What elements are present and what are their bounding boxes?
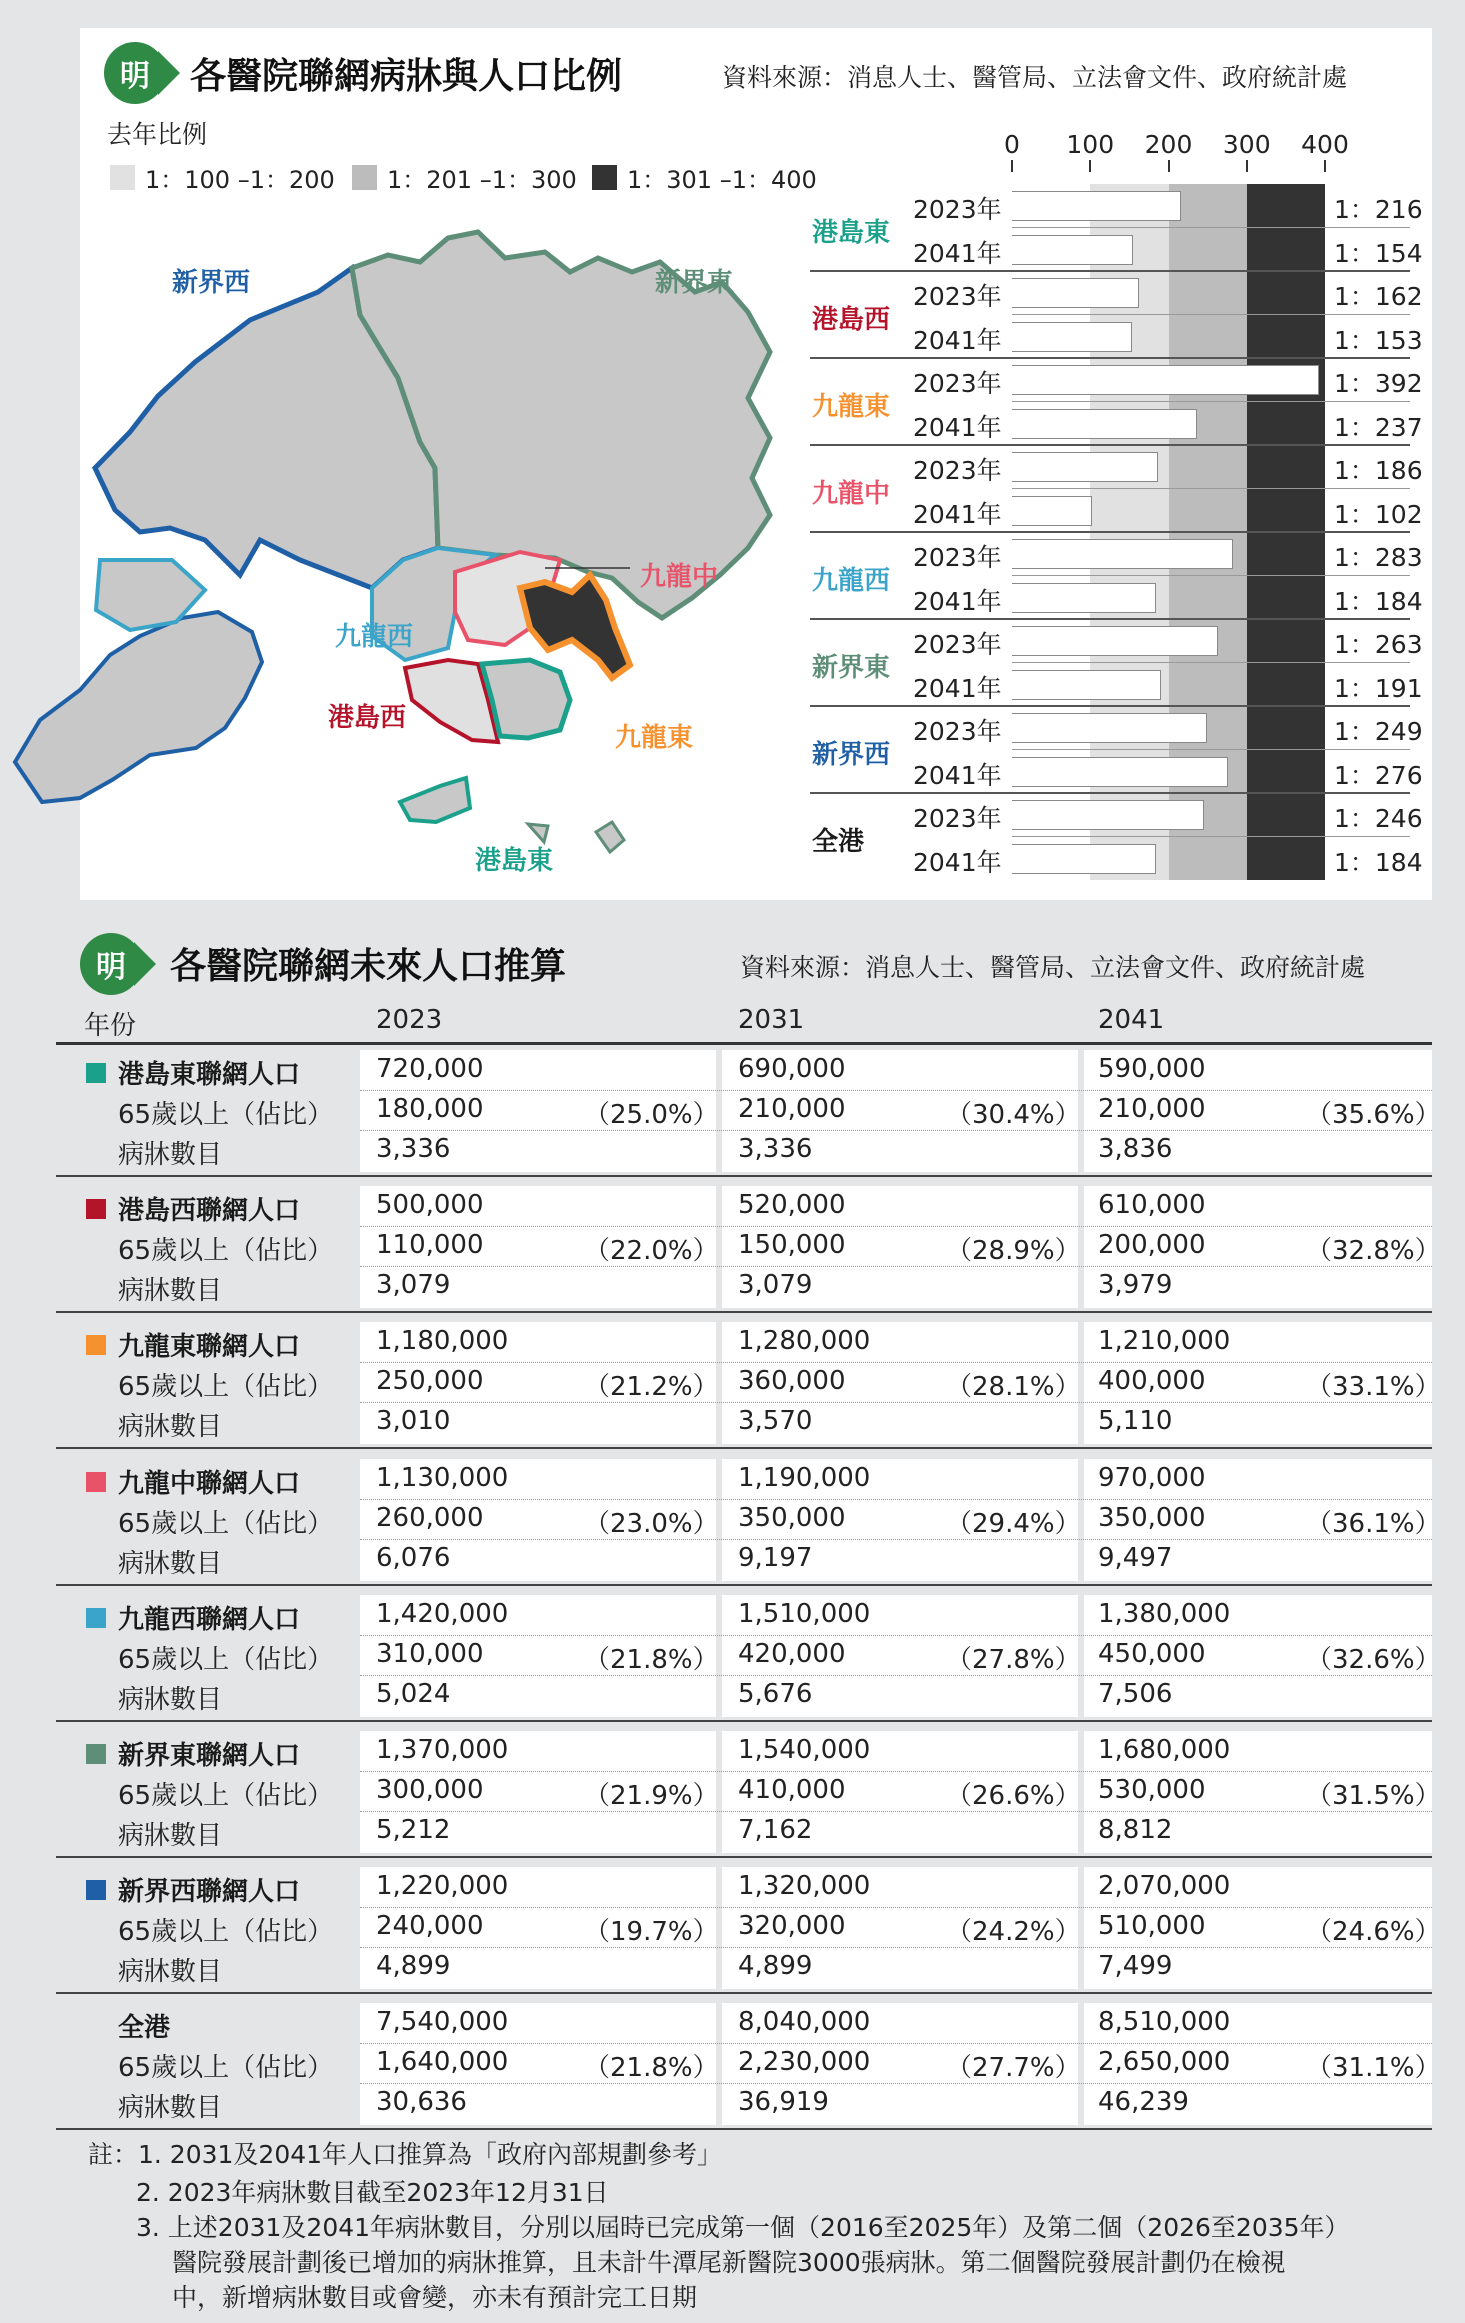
- row-divider: [360, 1090, 1432, 1091]
- year-label: 2023年: [913, 717, 1002, 746]
- row-divider: [360, 1266, 1432, 1267]
- elderly-percent: （24.6%）: [1306, 1917, 1441, 1948]
- row-label-elderly: 65歲以上（佔比）: [118, 1917, 334, 1948]
- beds-value: 5,212: [376, 1815, 451, 1845]
- population-value: 7,540,000: [376, 2007, 509, 2038]
- ratio-label: 1：154: [1334, 238, 1423, 268]
- logo-text: 明: [120, 59, 150, 94]
- population-value: 1,280,000: [738, 1326, 871, 1357]
- row-label-elderly: 65歲以上（佔比）: [118, 1781, 334, 1811]
- elderly-percent: （23.0%）: [584, 1508, 719, 1539]
- x-tick-label: 0: [1004, 130, 1020, 159]
- elderly-value: 360,000: [738, 1366, 846, 1397]
- population-value: 720,000: [376, 1054, 484, 1084]
- elderly-percent: （28.9%）: [946, 1236, 1081, 1267]
- population-value: 520,000: [738, 1190, 846, 1221]
- year-label: 2041年: [913, 847, 1002, 877]
- cluster-name: 港島東聯網人口: [118, 1060, 301, 1090]
- cluster-divider: [810, 618, 1410, 620]
- row-divider: [1012, 575, 1410, 576]
- year-label: 2041年: [913, 760, 1002, 790]
- elderly-percent: （21.9%）: [584, 1781, 719, 1811]
- year-label: 2041年: [913, 238, 1002, 268]
- ratio-label: 1：276: [1334, 760, 1423, 790]
- beds-value: 3,010: [376, 1406, 451, 1437]
- elderly-value: 2,230,000: [738, 2047, 871, 2078]
- chart-title: 各醫院聯網病牀與人口比例: [190, 56, 623, 97]
- cluster-swatch: [86, 1472, 106, 1492]
- population-value: 1,510,000: [738, 1598, 871, 1629]
- ratio-bar: [1012, 539, 1233, 569]
- elderly-percent: （21.8%）: [584, 2053, 719, 2084]
- elderly-percent: （31.1%）: [1306, 2053, 1441, 2084]
- x-tick-mark: [1324, 160, 1326, 172]
- population-value: 690,000: [738, 1054, 846, 1084]
- ratio-label: 1：237: [1334, 412, 1423, 442]
- elderly-value: 310,000: [376, 1638, 484, 1669]
- cluster-divider: [810, 444, 1410, 446]
- legend-label: 1：100 –1：200: [145, 165, 335, 194]
- ratio-label: 1：263: [1334, 630, 1423, 659]
- note-3c: 中，新增病牀數目或會變，亦未有預計完工日期: [172, 2283, 698, 2312]
- row-divider: [360, 1539, 1432, 1540]
- hong-kong-map: [0, 0, 810, 900]
- block-divider: [56, 1311, 1432, 1313]
- ratio-label: 1：283: [1334, 543, 1423, 572]
- row-label-beds: 病牀數目: [118, 1821, 223, 1851]
- year-label: 2023年: [913, 543, 1002, 572]
- beds-value: 36,919: [738, 2087, 829, 2118]
- elderly-percent: （19.7%）: [584, 1917, 719, 1948]
- cluster-label: 九龍西: [812, 565, 891, 596]
- population-value: 1,210,000: [1098, 1326, 1231, 1357]
- ratio-bar: [1012, 757, 1228, 787]
- cluster-divider: [810, 270, 1410, 272]
- block-divider: [56, 1584, 1432, 1586]
- ratio-bar: [1012, 409, 1197, 439]
- elderly-percent: （26.6%）: [946, 1781, 1081, 1811]
- cluster-name: 九龍中聯網人口: [118, 1468, 301, 1499]
- beds-value: 5,676: [738, 1678, 813, 1709]
- cluster-label: 九龍東: [812, 391, 891, 422]
- elderly-value: 200,000: [1098, 1230, 1206, 1261]
- elderly-value: 110,000: [376, 1230, 484, 1261]
- elderly-percent: （36.1%）: [1306, 1508, 1441, 1539]
- beds-value: 46,239: [1098, 2087, 1189, 2118]
- cluster-swatch: [86, 1880, 106, 1900]
- header-2041: 2041: [1098, 1005, 1165, 1035]
- map-region-hke-south: [400, 778, 470, 822]
- cluster-swatch: [86, 1063, 106, 1083]
- header-rule: [56, 1042, 1432, 1045]
- mingpao-logo: [80, 933, 142, 995]
- elderly-percent: （21.8%）: [584, 1644, 719, 1675]
- population-value: 970,000: [1098, 1462, 1206, 1493]
- block-divider: [56, 1992, 1432, 1994]
- row-divider: [1012, 662, 1410, 663]
- ratio-bar: [1012, 191, 1181, 221]
- population-value: 8,040,000: [738, 2007, 871, 2038]
- block-divider: [56, 1447, 1432, 1449]
- row-divider: [1012, 314, 1410, 315]
- elderly-percent: （29.4%）: [946, 1508, 1081, 1539]
- ratio-bar: [1012, 452, 1158, 482]
- x-tick-mark: [1011, 160, 1013, 172]
- year-label: 2041年: [913, 586, 1002, 616]
- elderly-value: 210,000: [738, 1094, 846, 1124]
- beds-value: 9,197: [738, 1542, 813, 1573]
- year-label: 2023年: [913, 804, 1002, 833]
- beds-value: 3,979: [1098, 1270, 1173, 1301]
- year-label: 2041年: [913, 499, 1002, 529]
- cluster-label: 全港: [812, 826, 865, 857]
- beds-value: 5,110: [1098, 1406, 1173, 1437]
- elderly-value: 510,000: [1098, 1911, 1206, 1942]
- year-label: 2023年: [913, 195, 1002, 224]
- row-label-elderly: 65歲以上（佔比）: [118, 1236, 334, 1267]
- cluster-divider: [810, 792, 1410, 794]
- year-label: 2041年: [913, 673, 1002, 703]
- year-label: 2023年: [913, 282, 1002, 311]
- cluster-divider: [810, 357, 1410, 359]
- header-2023: 2023: [376, 1005, 443, 1035]
- x-tick-mark: [1089, 160, 1091, 172]
- row-label-beds: 病牀數目: [118, 1140, 223, 1170]
- population-value: 1,130,000: [376, 1462, 509, 1493]
- elderly-percent: （24.2%）: [946, 1917, 1081, 1948]
- ratio-bar: [1012, 583, 1156, 613]
- block-divider: [56, 2128, 1432, 2130]
- row-divider: [360, 1130, 1432, 1131]
- row-divider: [360, 1402, 1432, 1403]
- cluster-swatch: [86, 1199, 106, 1219]
- year-label: 2023年: [913, 630, 1002, 659]
- year-label: 2041年: [913, 325, 1002, 355]
- beds-value: 4,899: [738, 1951, 813, 1982]
- map-label-hke: 港島東: [475, 846, 554, 876]
- population-value: 1,220,000: [376, 1871, 509, 1902]
- row-label-elderly: 65歲以上（佔比）: [118, 1644, 334, 1675]
- row-divider: [1012, 488, 1410, 489]
- map-label-kc: 九龍中: [640, 562, 719, 592]
- beds-value: 6,076: [376, 1542, 451, 1573]
- ratio-bar: [1012, 278, 1139, 308]
- elderly-value: 260,000: [376, 1502, 484, 1533]
- cluster-label: 港島西: [812, 304, 891, 335]
- legend-title: 去年比例: [107, 120, 208, 149]
- row-divider: [360, 2083, 1432, 2084]
- elderly-percent: （28.1%）: [946, 1372, 1081, 1403]
- row-label-beds: 病牀數目: [118, 1412, 223, 1443]
- beds-value: 7,499: [1098, 1951, 1173, 1982]
- row-divider: [360, 1362, 1432, 1363]
- population-value: 1,380,000: [1098, 1598, 1231, 1629]
- ratio-label: 1：102: [1334, 499, 1423, 529]
- ratio-label: 1：249: [1334, 717, 1423, 746]
- cluster-name: 九龍東聯網人口: [118, 1332, 301, 1363]
- row-divider: [360, 1499, 1432, 1500]
- elderly-value: 1,640,000: [376, 2047, 509, 2078]
- block-divider: [56, 1175, 1432, 1177]
- beds-value: 30,636: [376, 2087, 467, 2118]
- map-label-hkw: 港島西: [328, 703, 407, 733]
- beds-value: 7,162: [738, 1815, 813, 1845]
- elderly-percent: （32.6%）: [1306, 1644, 1441, 1675]
- row-divider: [360, 1635, 1432, 1636]
- row-label-beds: 病牀數目: [118, 1684, 223, 1715]
- elderly-percent: （27.8%）: [946, 1644, 1081, 1675]
- ratio-label: 1：184: [1334, 586, 1423, 616]
- ratio-bar: [1012, 670, 1161, 700]
- beds-value: 5,024: [376, 1678, 451, 1709]
- row-divider: [360, 1907, 1432, 1908]
- chart-source: 資料來源：消息人士、醫管局、立法會文件、政府統計處: [722, 63, 1348, 92]
- map-label-ntw: 新界西: [172, 268, 251, 298]
- elderly-value: 240,000: [376, 1911, 484, 1942]
- cluster-name: 新界西聯網人口: [118, 1877, 301, 1908]
- row-divider: [360, 1771, 1432, 1772]
- population-value: 1,190,000: [738, 1462, 871, 1493]
- elderly-value: 2,650,000: [1098, 2047, 1231, 2078]
- elderly-percent: （27.7%）: [946, 2053, 1081, 2084]
- year-label: 2041年: [913, 412, 1002, 442]
- elderly-value: 210,000: [1098, 1094, 1206, 1124]
- elderly-value: 300,000: [376, 1775, 484, 1805]
- ratio-label: 1：246: [1334, 804, 1423, 833]
- elderly-percent: （35.6%）: [1306, 1100, 1441, 1130]
- elderly-percent: （30.4%）: [946, 1100, 1081, 1130]
- cluster-name: 全港: [118, 2013, 171, 2044]
- cluster-swatch: [86, 1608, 106, 1628]
- elderly-percent: （33.1%）: [1306, 1372, 1441, 1403]
- elderly-value: 420,000: [738, 1638, 846, 1669]
- elderly-value: 150,000: [738, 1230, 846, 1261]
- cluster-label: 新界西: [812, 739, 891, 770]
- beds-value: 3,336: [376, 1134, 451, 1164]
- elderly-percent: （32.8%）: [1306, 1236, 1441, 1267]
- elderly-value: 250,000: [376, 1366, 484, 1397]
- row-divider: [1012, 836, 1410, 837]
- beds-value: 4,899: [376, 1951, 451, 1982]
- ratio-label: 1：216: [1334, 195, 1423, 224]
- population-value: 1,420,000: [376, 1598, 509, 1629]
- beds-value: 3,336: [738, 1134, 813, 1164]
- population-value: 1,680,000: [1098, 1735, 1231, 1765]
- ratio-label: 1：191: [1334, 673, 1423, 703]
- cluster-label: 港島東: [812, 217, 891, 248]
- elderly-value: 400,000: [1098, 1366, 1206, 1397]
- cluster-divider: [810, 705, 1410, 707]
- beds-value: 8,812: [1098, 1815, 1173, 1845]
- ratio-bar: [1012, 800, 1204, 830]
- elderly-value: 350,000: [738, 1502, 846, 1533]
- legend-label: 1：301 –1：400: [627, 165, 817, 194]
- ratio-label: 1：186: [1334, 456, 1423, 485]
- beds-value: 7,506: [1098, 1678, 1173, 1709]
- ratio-bar: [1012, 322, 1132, 352]
- row-divider: [360, 1811, 1432, 1812]
- elderly-percent: （31.5%）: [1306, 1781, 1441, 1811]
- note-3a: 3. 上述2031及2041年病牀數目，分別以屆時已完成第一個（2016至2025年）及第二個（2026至2035年）: [136, 2213, 1350, 2242]
- legend-label: 1：201 –1：300: [387, 165, 577, 194]
- elderly-value: 530,000: [1098, 1775, 1206, 1805]
- header-2031: 2031: [738, 1005, 805, 1035]
- note-2: 2. 2023年病牀數目截至2023年12月31日: [136, 2178, 609, 2207]
- population-value: 1,370,000: [376, 1735, 509, 1765]
- row-label-elderly: 65歲以上（佔比）: [118, 1372, 334, 1403]
- block-divider: [56, 1856, 1432, 1858]
- ratio-bar: [1012, 626, 1218, 656]
- beds-value: 3,570: [738, 1406, 813, 1437]
- cluster-divider: [810, 531, 1410, 533]
- row-label-elderly: 65歲以上（佔比）: [118, 2053, 334, 2084]
- ratio-label: 1：162: [1334, 282, 1423, 311]
- x-tick-label: 200: [1144, 130, 1193, 159]
- cluster-swatch: [86, 1744, 106, 1764]
- row-divider: [1012, 749, 1410, 750]
- elderly-percent: （25.0%）: [584, 1100, 719, 1130]
- table-source: 資料來源：消息人士、醫管局、立法會文件、政府統計處: [740, 953, 1366, 982]
- block-divider: [56, 1720, 1432, 1722]
- cluster-label: 新界東: [812, 652, 891, 683]
- ratio-bar: [1012, 235, 1133, 265]
- cluster-name: 港島西聯網人口: [118, 1196, 301, 1227]
- map-region-lantau: [15, 612, 262, 802]
- beds-value: 3,079: [738, 1270, 813, 1301]
- ratio-bar: [1012, 844, 1156, 874]
- elderly-percent: （21.2%）: [584, 1372, 719, 1403]
- elderly-value: 350,000: [1098, 1502, 1206, 1533]
- ratio-bar: [1012, 713, 1207, 743]
- elderly-value: 410,000: [738, 1775, 846, 1805]
- row-label-beds: 病牀數目: [118, 1276, 223, 1307]
- row-label-beds: 病牀數目: [118, 2093, 223, 2124]
- population-value: 1,540,000: [738, 1735, 871, 1765]
- x-tick-mark: [1168, 160, 1170, 172]
- map-label-ke: 九龍東: [615, 723, 694, 753]
- year-label: 2023年: [913, 369, 1002, 398]
- population-value: 1,180,000: [376, 1326, 509, 1357]
- map-label-kw: 九龍西: [335, 622, 414, 652]
- row-label-beds: 病牀數目: [118, 1548, 223, 1579]
- row-divider: [360, 1675, 1432, 1676]
- x-tick-label: 400: [1301, 130, 1349, 159]
- x-tick-label: 100: [1066, 130, 1115, 159]
- cluster-label: 九龍中: [812, 478, 891, 509]
- cluster-name: 新界東聯網人口: [118, 1741, 301, 1771]
- elderly-value: 450,000: [1098, 1638, 1206, 1669]
- ratio-label: 1：153: [1334, 325, 1423, 355]
- population-value: 2,070,000: [1098, 1871, 1231, 1902]
- elderly-value: 180,000: [376, 1094, 484, 1124]
- row-divider: [1012, 401, 1410, 402]
- row-label-elderly: 65歲以上（佔比）: [118, 1100, 334, 1130]
- ratio-bar: [1012, 496, 1092, 526]
- row-label-elderly: 65歲以上（佔比）: [118, 1508, 334, 1539]
- note-1: 註：1. 2031及2041年人口推算為「政府內部規劃參考」: [88, 2140, 723, 2169]
- ratio-label: 1：392: [1334, 369, 1423, 398]
- note-3b: 醫院發展計劃後已增加的病牀推算，且未計牛潭尾新醫院3000張病牀。第二個醫院發展計劃仍在檢視: [172, 2248, 1286, 2277]
- map-label-nte: 新界東: [655, 268, 734, 298]
- x-tick-label: 300: [1222, 130, 1271, 159]
- table-title: 各醫院聯網未來人口推算: [170, 946, 567, 987]
- row-divider: [360, 1947, 1432, 1948]
- population-value: 590,000: [1098, 1054, 1206, 1084]
- cluster-name: 九龍西聯網人口: [118, 1604, 301, 1635]
- ratio-bar: [1012, 365, 1319, 395]
- map-island: [596, 822, 624, 852]
- ratio-label: 1：184: [1334, 847, 1423, 877]
- year-label: 2023年: [913, 456, 1002, 485]
- x-tick-mark: [1246, 160, 1248, 172]
- row-divider: [360, 2043, 1432, 2044]
- header-year: 年份: [84, 1011, 137, 1041]
- beds-value: 3,836: [1098, 1134, 1173, 1164]
- population-value: 610,000: [1098, 1190, 1206, 1221]
- logo-text: 明: [96, 950, 126, 985]
- population-value: 500,000: [376, 1190, 484, 1221]
- population-value: 1,320,000: [738, 1871, 871, 1902]
- elderly-value: 320,000: [738, 1911, 846, 1942]
- row-divider: [1012, 227, 1410, 228]
- population-value: 8,510,000: [1098, 2007, 1231, 2038]
- beds-value: 9,497: [1098, 1542, 1173, 1573]
- row-label-beds: 病牀數目: [118, 1957, 223, 1988]
- elderly-percent: （22.0%）: [584, 1236, 719, 1267]
- beds-value: 3,079: [376, 1270, 451, 1301]
- cluster-swatch: [86, 1335, 106, 1355]
- row-divider: [360, 1226, 1432, 1227]
